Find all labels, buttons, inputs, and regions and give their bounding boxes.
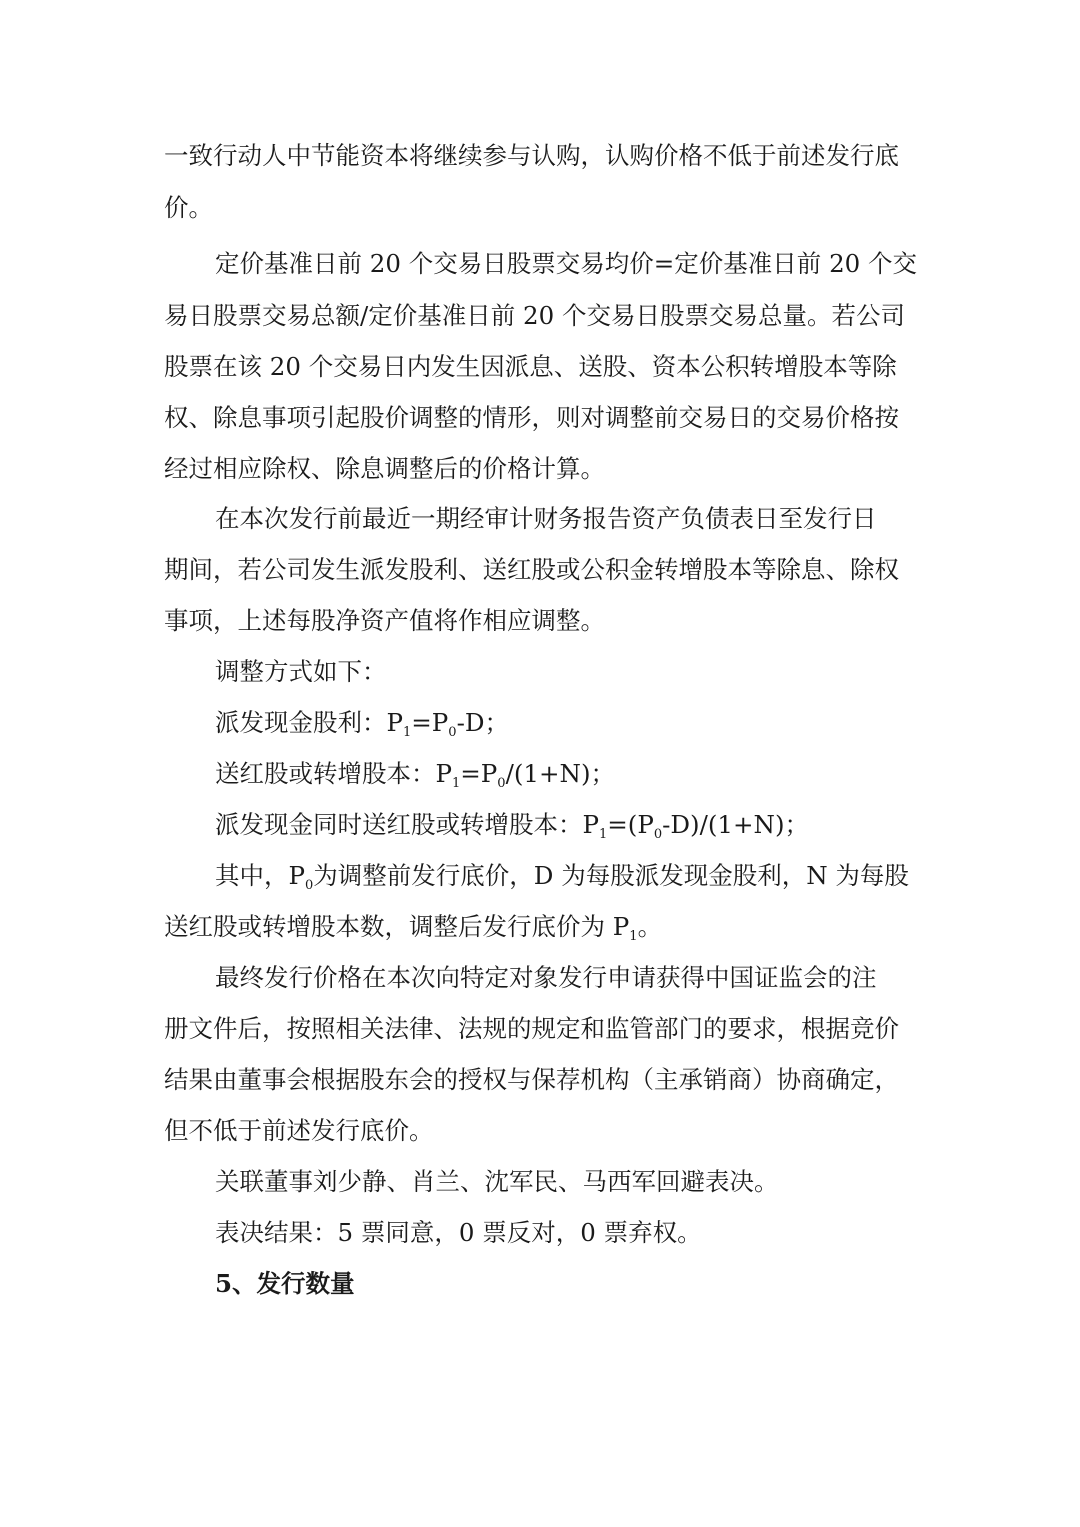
paragraph-line: 权、除息事项引起股价调整的情形，则对调整前交易日的交易价格按 xyxy=(164,403,899,432)
formula-bonus-shares xyxy=(215,754,615,794)
formula-label: 派发现金股利： xyxy=(215,708,387,737)
paragraph-line: 经过相应除权、除息调整后的价格计算。 xyxy=(164,454,605,483)
paragraph-line: 股票在该 20 个交易日内发生因派息、送股、资本公积转增股本等除 xyxy=(164,352,897,381)
paragraph-line: 事项，上述每股净资产值将作相应调整。 xyxy=(164,606,605,635)
formula-subscript: 1 xyxy=(599,827,608,842)
paragraph-line: 册文件后，按照相关法律、法规的规定和监管部门的要求，根据竞价 xyxy=(164,1014,899,1043)
formula-combined xyxy=(215,805,809,845)
vote-result-line: 表决结果：5 票同意，0 票反对，0 票弃权。 xyxy=(215,1218,702,1247)
paragraph-line: 但不低于前述发行底价。 xyxy=(164,1116,434,1145)
definition-text: 为调整前发行底价，D 为每股派发现金股利，N 为每股 xyxy=(313,861,909,890)
formula-symbol: =(P xyxy=(607,810,654,839)
formula-symbol: -D)/(1+N)； xyxy=(662,810,810,839)
paragraph-line: 价。 xyxy=(164,193,213,222)
formula-symbol: =P xyxy=(460,759,498,788)
paragraph-line: 在本次发行前最近一期经审计财务报告资产负债表日至发行日 xyxy=(215,504,877,533)
formula-symbol: P xyxy=(582,810,599,839)
paragraph-line: 一致行动人中节能资本将继续参与认购，认购价格不低于前述发行底 xyxy=(164,141,899,170)
formula-symbol: P xyxy=(386,708,403,737)
recusal-line: 关联董事刘少静、肖兰、沈军民、马西军回避表决。 xyxy=(215,1167,779,1196)
definition-line xyxy=(164,907,662,947)
formula-subscript: 1 xyxy=(403,725,412,740)
paragraph-line: 易日股票交易总额/定价基准日前 20 个交易日股票交易总量。若公司 xyxy=(164,301,906,330)
paragraph-line: 结果由董事会根据股东会的授权与保荐机构（主承销商）协商确定， xyxy=(164,1065,899,1094)
formula-label: 派发现金同时送红股或转增股本： xyxy=(215,810,583,839)
paragraph-line: 定价基准日前 20 个交易日股票交易均价=定价基准日前 20 个交 xyxy=(215,249,918,278)
formula-subscript: 0 xyxy=(497,776,506,791)
formula-cash-dividend xyxy=(215,703,509,743)
formula-subscript: 0 xyxy=(448,725,457,740)
formula-symbol: P xyxy=(435,759,452,788)
formula-subscript: 1 xyxy=(629,929,638,944)
formula-symbol: -D； xyxy=(456,708,509,737)
formula-label: 送红股或转增股本： xyxy=(215,759,436,788)
section-heading: 5、发行数量 xyxy=(215,1269,355,1298)
formula-symbol: =P xyxy=(411,708,449,737)
formula-subscript: 1 xyxy=(452,776,461,791)
definition-line xyxy=(215,856,909,896)
adjustment-heading: 调整方式如下： xyxy=(215,657,387,686)
definition-text: 送红股或转增股本数，调整后发行底价为 P xyxy=(164,912,630,941)
formula-subscript: 0 xyxy=(305,878,314,893)
definition-text: 。 xyxy=(637,912,663,941)
paragraph-line: 最终发行价格在本次向特定对象发行申请获得中国证监会的注 xyxy=(215,963,877,992)
formula-subscript: 0 xyxy=(653,827,663,842)
formula-symbol: /(1+N)； xyxy=(505,759,616,788)
paragraph-line: 期间，若公司发生派发股利、送红股或公积金转增股本等除息、除权 xyxy=(164,555,899,584)
definition-text: 其中，P xyxy=(215,861,305,890)
